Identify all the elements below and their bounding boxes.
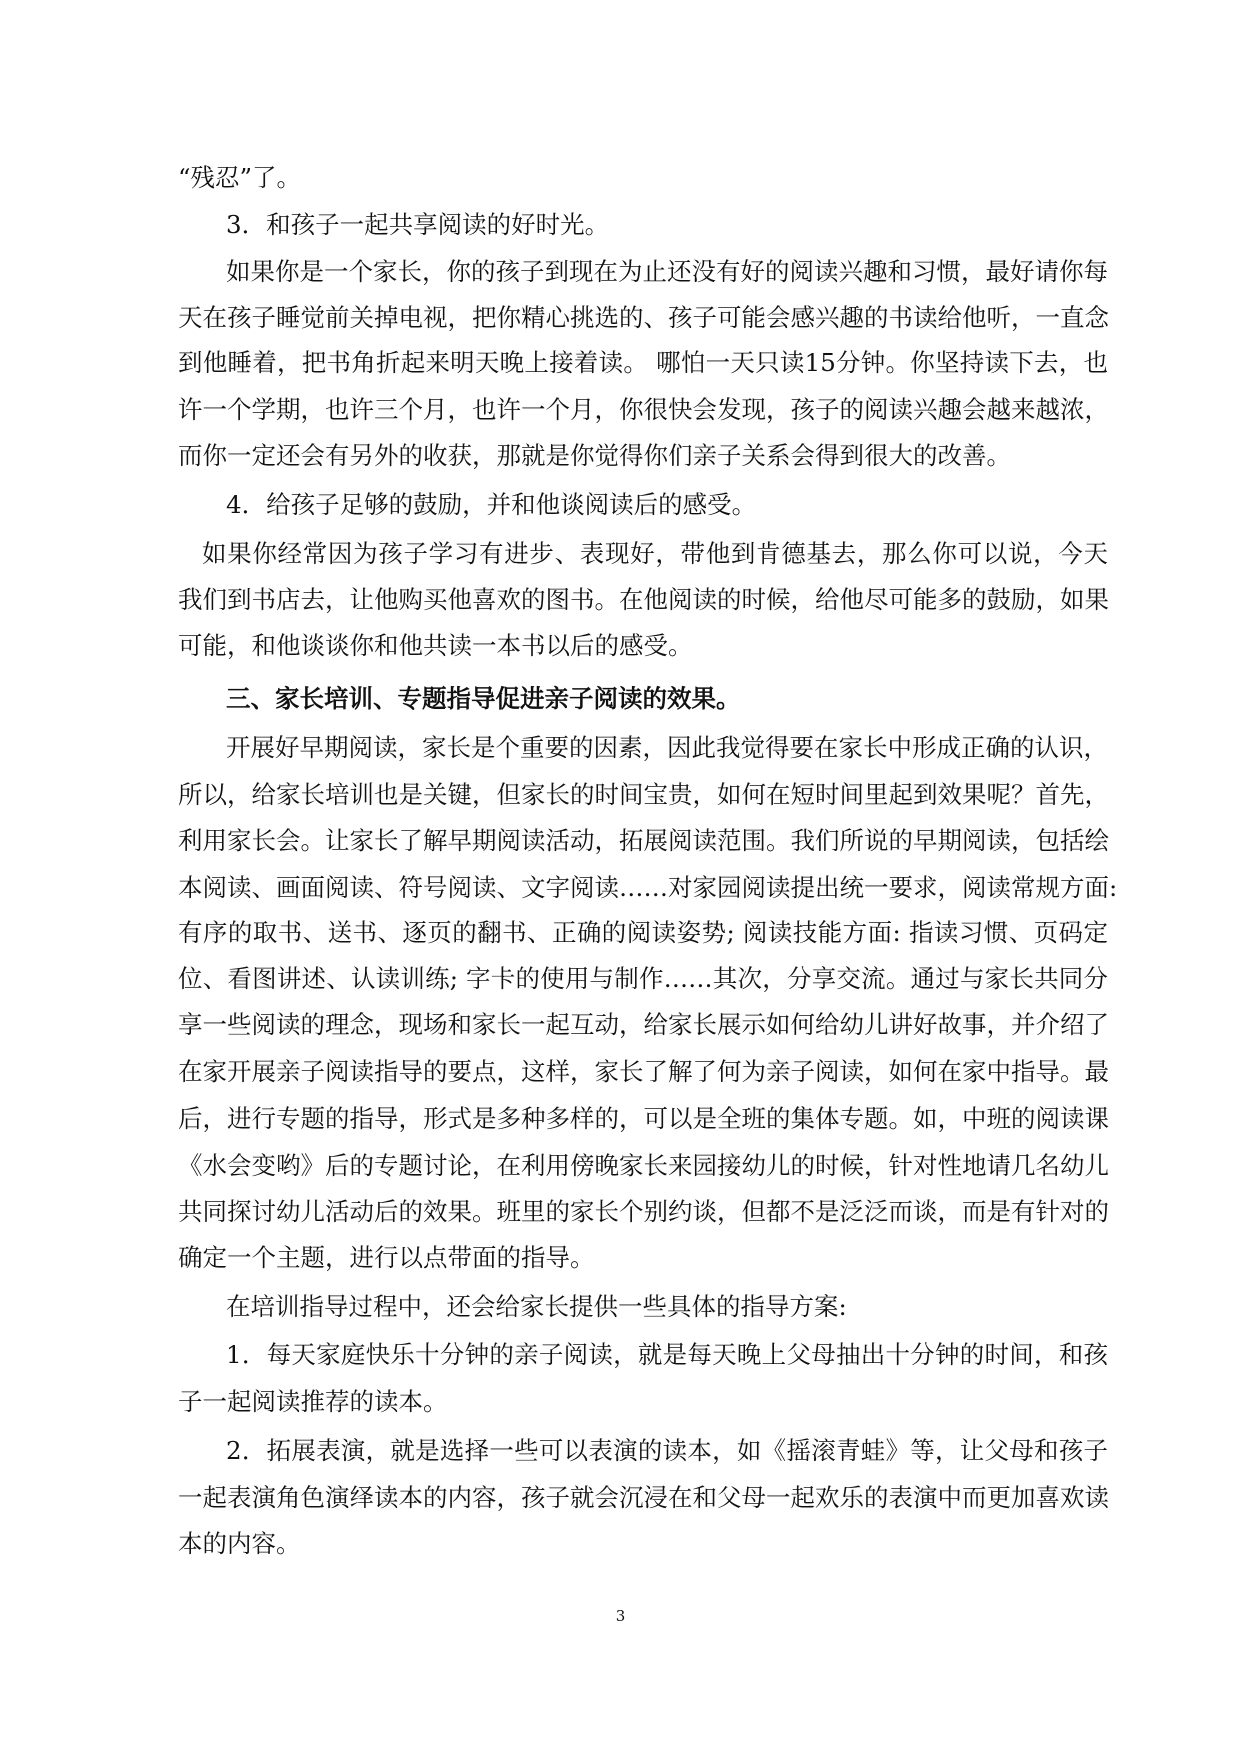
text-line: 确定一个主题，进行以点带面的指导。 (178, 1243, 595, 1272)
text-line: 位、看图讲述、认读训练; 字卡的使用与制作……其次，分享交流。通过与家长共同分 (178, 964, 1108, 993)
text-line: 可能，和他谈谈你和他共读一本书以后的感受。 (178, 631, 693, 660)
text-line: 天在孩子睡觉前关掉电视，把你精心挑选的、孩子可能会感兴趣的书读给他听，一直念 (178, 303, 1109, 332)
text-line: 在家开展亲子阅读指导的要点，这样，家长了解了何为亲子阅读，如何在家中指导。最 (178, 1057, 1109, 1086)
text-line: 利用家长会。让家长了解早期阅读活动，拓展阅读范围。我们所说的早期阅读，包括绘 (178, 826, 1109, 855)
text-line: 所以，给家长培训也是关键，但家长的时间宝贵，如何在短时间里起到效果呢？首先， (178, 780, 1109, 809)
text-line: 一起表演角色演绎读本的内容，孩子就会沉浸在和父母一起欢乐的表演中而更加喜欢读 (178, 1483, 1109, 1512)
page-number: 3 (615, 1607, 626, 1625)
text-line: 子一起阅读推荐的读本。 (178, 1387, 448, 1416)
text-line: 到他睡着，把书角折起来明天晚上接着读。 哪怕一天只读15分钟。你坚持读下去，也 (178, 348, 1108, 377)
text-line: 而你一定还会有另外的收获，那就是你觉得你们亲子关系会得到很大的改善。 (178, 441, 1011, 470)
text-line: 后，进行专题的指导，形式是多种多样的，可以是全班的集体专题。如，中班的阅读课 (178, 1104, 1109, 1133)
section-heading: 三、家长培训、专题指导促进亲子阅读的效果。 (226, 684, 741, 713)
text-line: 2．拓展表演，就是选择一些可以表演的读本，如《摇滚青蛙》等，让父母和孩子 (226, 1436, 1108, 1465)
text-line: 共同探讨幼儿活动后的效果。班里的家长个别约谈，但都不是泛泛而谈，而是有针对的 (178, 1197, 1109, 1226)
text-line: 开展好早期阅读，家长是个重要的因素，因此我觉得要在家长中形成正确的认识， (226, 733, 1108, 762)
text-line: 《水会变哟》后的专题讨论，在利用傍晚家长来园接幼儿的时候，针对性地请几名幼儿 (178, 1151, 1109, 1180)
text-line: 如果你经常因为孩子学习有进步、表现好，带他到肯德基去，那么你可以说，今天 (202, 539, 1108, 568)
text-line: 在培训指导过程中，还会给家长提供一些具体的指导方案: (226, 1292, 847, 1321)
text-line: 有序的取书、送书、逐页的翻书、正确的阅读姿势; 阅读技能方面: 指读习惯、页码定 (178, 918, 1108, 947)
text-line: 许一个学期，也许三个月，也许一个月，你很快会发现，孩子的阅读兴趣会越来越浓， (178, 395, 1109, 424)
text-line: 1．每天家庭快乐十分钟的亲子阅读，就是每天晚上父母抽出十分钟的时间，和孩 (226, 1340, 1108, 1369)
text-line: 如果你是一个家长，你的孩子到现在为止还没有好的阅读兴趣和习惯，最好请你每 (226, 257, 1108, 286)
text-line: 4．给孩子足够的鼓励，并和他谈阅读后的感受。 (226, 490, 757, 519)
text-line: 我们到书店去，让他购买他喜欢的图书。在他阅读的时候，给他尽可能多的鼓励，如果 (178, 585, 1109, 614)
text-line: 本的内容。 (178, 1529, 301, 1558)
text-line: 享一些阅读的理念，现场和家长一起互动，给家长展示如何给幼儿讲好故事，并介绍了 (178, 1010, 1109, 1039)
text-line: 3．和孩子一起共享阅读的好时光。 (226, 210, 610, 239)
text-line: “残忍”了。 (178, 163, 302, 192)
text-line: 本阅读、画面阅读、符号阅读、文字阅读……对家园阅读提出统一要求，阅读常规方面: (178, 873, 1118, 902)
